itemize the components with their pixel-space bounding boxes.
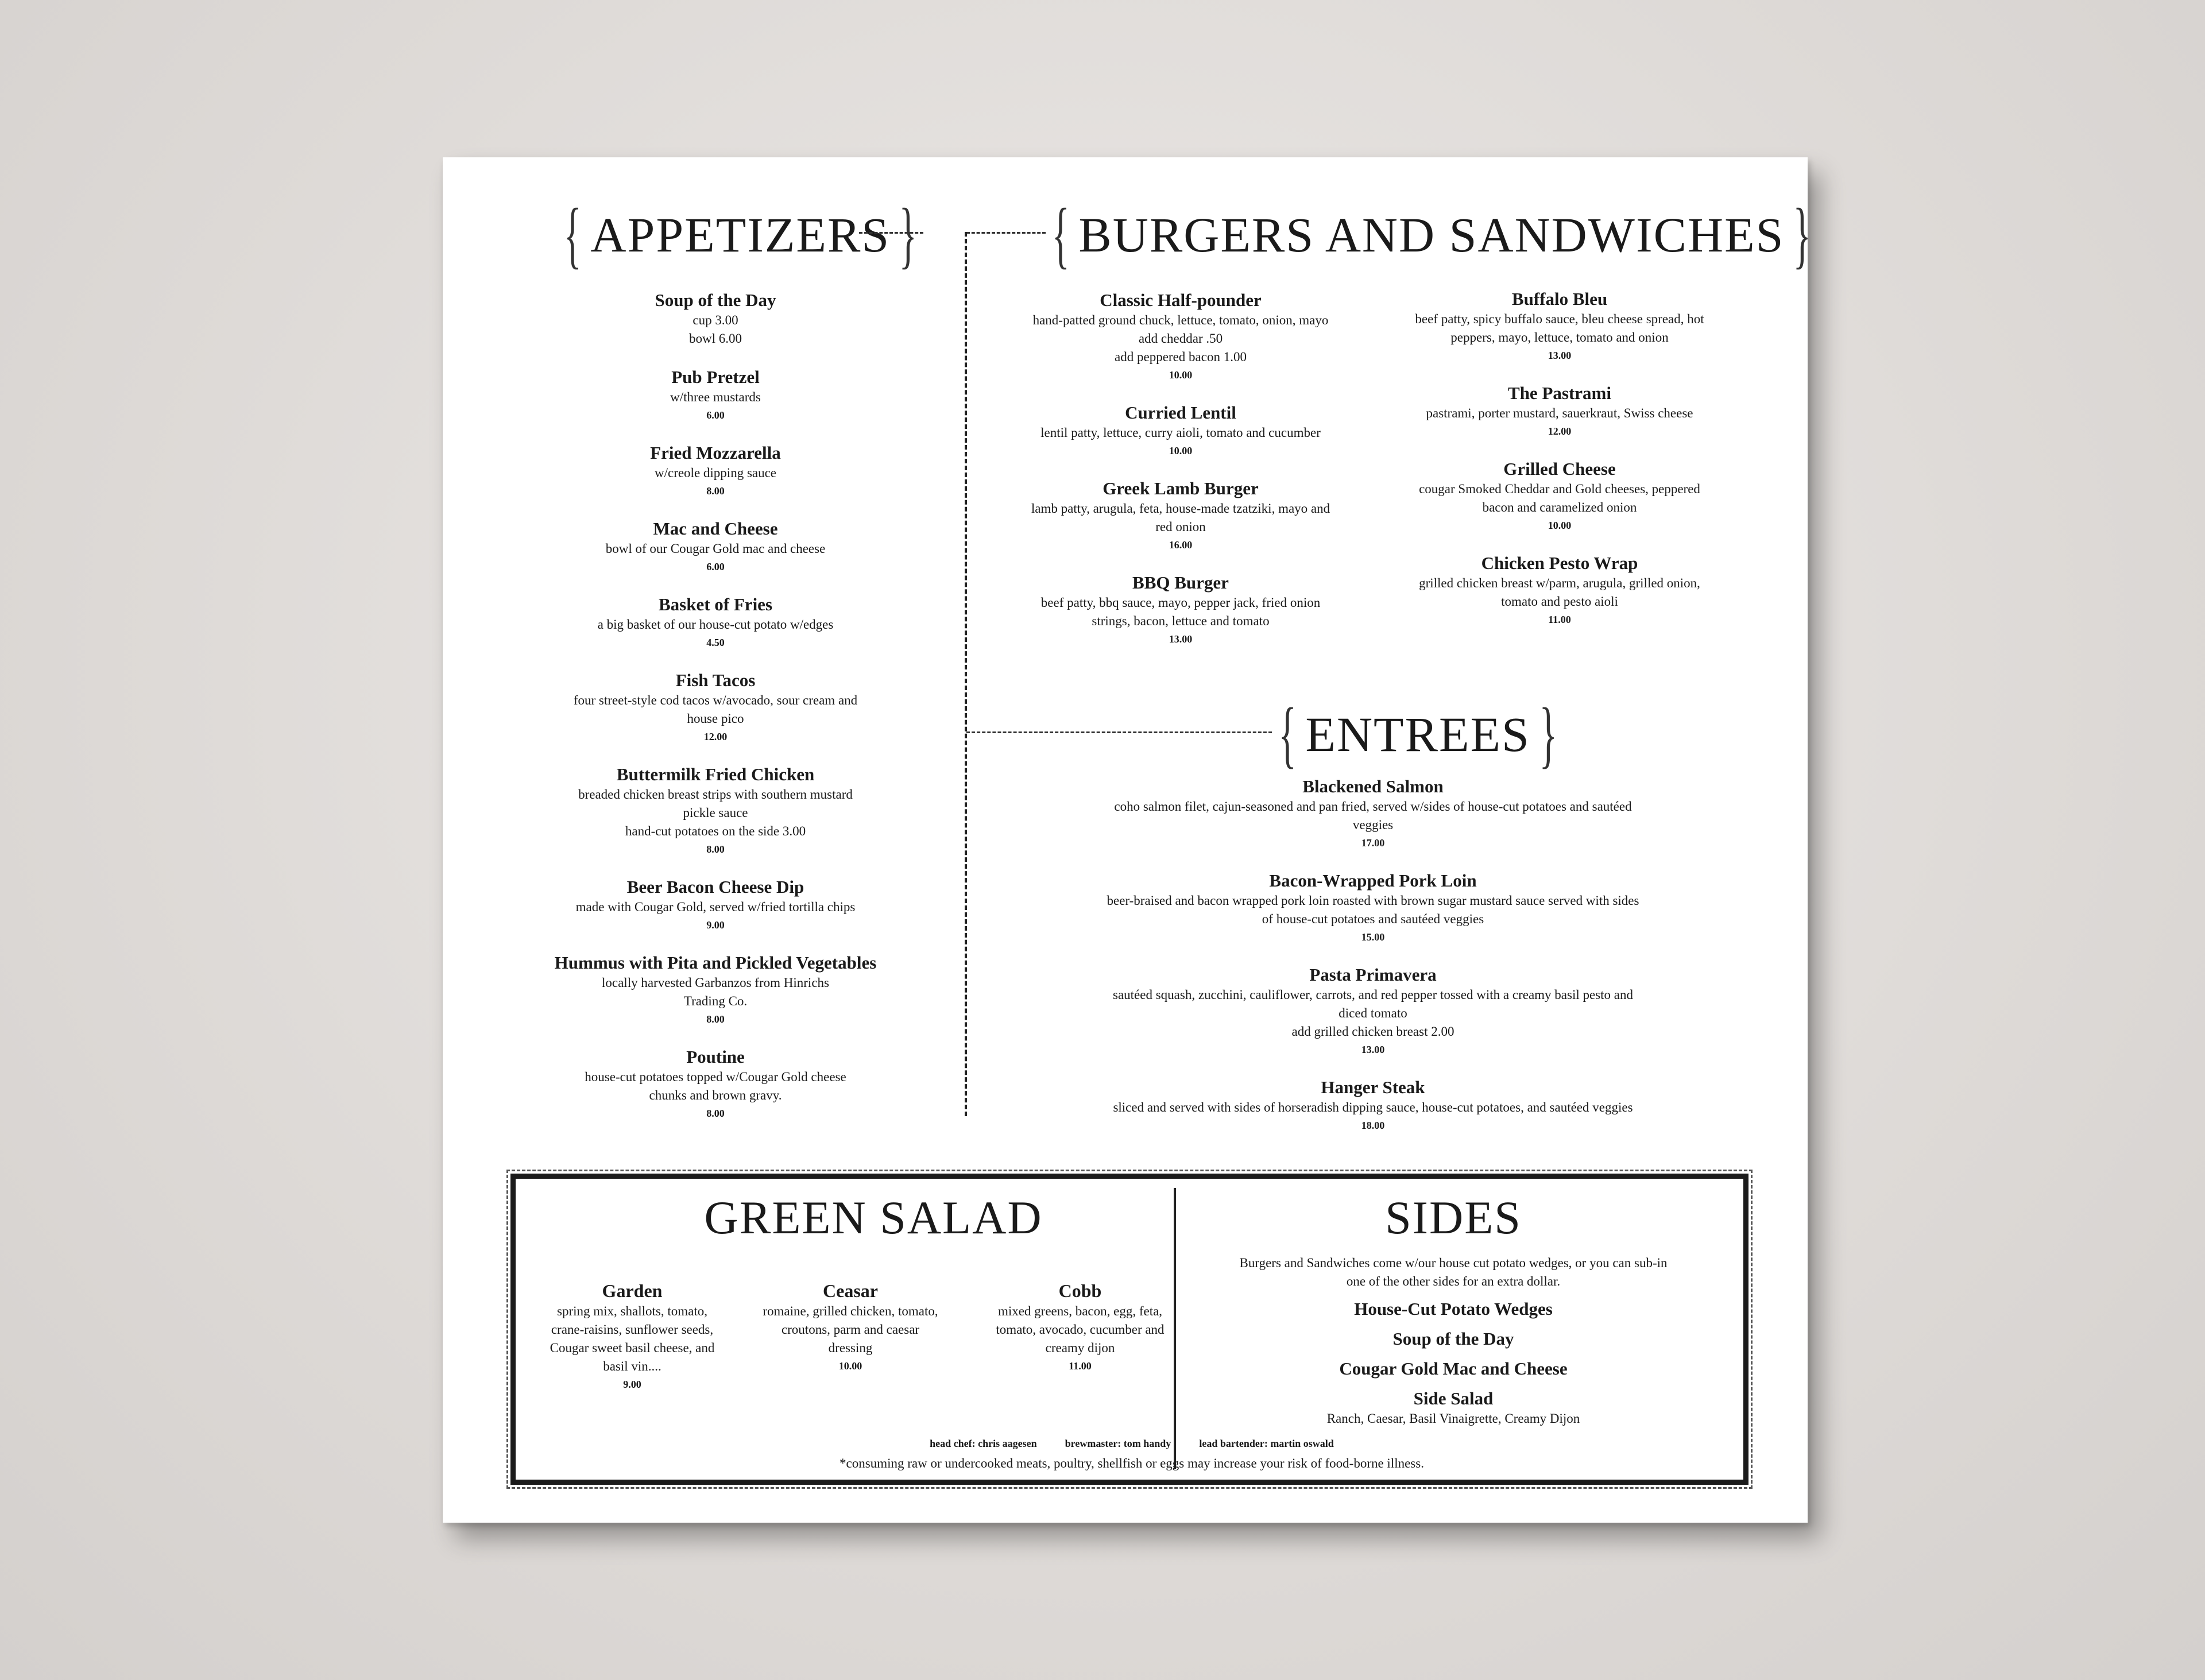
item-price: 9.00 — [623, 1379, 641, 1390]
item-desc: w/three mustards — [670, 390, 761, 404]
item-desc: dressing — [828, 1341, 873, 1355]
item-price: 13.00 — [1361, 1044, 1385, 1055]
item-desc: hand-patted ground chuck, lettuce, tomato, onion, mayo — [1032, 313, 1329, 327]
side-item: House-Cut Potato Wedges — [1354, 1299, 1553, 1319]
sides-title: SIDES — [1385, 1191, 1522, 1244]
item-desc: add peppered bacon 1.00 — [1115, 350, 1247, 364]
item-desc: tomato, avocado, cucumber and — [996, 1322, 1165, 1337]
item-desc: breaded chicken breast strips with southern mustard — [578, 787, 853, 802]
menu-item — [997, 478, 1364, 553]
credit-role: lead bartender: — [1199, 1438, 1268, 1449]
menu-page — [443, 157, 1812, 1523]
item-name: Basket of Fries — [658, 594, 773, 614]
menu-item — [523, 289, 908, 348]
item-price: 11.00 — [1069, 1360, 1092, 1372]
item-desc: sliced and served with sides of horseradish dipping sauce, house-cut potatoes, and sautéed veggies — [1113, 1100, 1633, 1114]
item-desc: pickle sauce — [683, 806, 748, 820]
entrees-connector-rule — [966, 731, 1272, 733]
item-desc: veggies — [1352, 818, 1394, 832]
item-desc: strings, bacon, lettuce and tomato — [1092, 614, 1270, 628]
menu-item — [1057, 964, 1689, 1058]
item-desc: croutons, parm and caesar — [781, 1322, 920, 1337]
side-salad-dressings: Ranch, Caesar, Basil Vinaigrette, Creamy Dijon — [1326, 1411, 1580, 1426]
menu-item — [523, 442, 908, 500]
menu-item — [523, 952, 908, 1028]
item-desc: lamb patty, arugula, feta, house-made tzatziki, mayo and — [1031, 501, 1330, 516]
item-name: Hummus with Pita and Pickled Vegetables — [554, 953, 877, 973]
salad-item — [750, 1279, 951, 1375]
item-desc: four street-style cod tacos w/avocado, sour cream and — [573, 693, 858, 707]
side-item: Cougar Gold Mac and Cheese — [1339, 1358, 1568, 1379]
credit-name: tom handy — [1123, 1438, 1171, 1449]
item-name: Grilled Cheese — [1503, 459, 1616, 479]
item-desc: creamy dijon — [1045, 1341, 1115, 1355]
heading-connector-rule — [966, 232, 1046, 234]
item-name: BBQ Burger — [1132, 572, 1229, 593]
appetizers-list — [523, 289, 908, 1140]
item-desc: w/creole dipping sauce — [654, 466, 777, 480]
item-desc: beef patty, bbq sauce, mayo, pepper jack, fried onion — [1040, 595, 1321, 610]
entrees-title: ENTREES — [1305, 707, 1530, 762]
item-desc: add grilled chicken breast 2.00 — [1291, 1024, 1454, 1039]
item-name: Soup of the Day — [655, 290, 776, 310]
entrees-list — [1057, 776, 1689, 1152]
item-desc: basil vin.... — [603, 1359, 662, 1373]
item-desc: beer-braised and bacon wrapped pork loin roasted with brown sugar mustard sauce served with sides — [1107, 893, 1639, 908]
menu-item — [997, 289, 1364, 384]
right-brace-ornament: } — [1793, 193, 1812, 276]
item-desc: add cheddar .50 — [1138, 331, 1223, 346]
item-price: 8.00 — [706, 843, 725, 855]
food-safety-disclaimer: *consuming raw or undercooked meats, poultry, shellfish or eggs may increase your risk of food-borne illness. — [840, 1456, 1424, 1470]
item-name: Buffalo Bleu — [1511, 289, 1608, 309]
item-name: Garden — [602, 1280, 663, 1301]
menu-item — [523, 366, 908, 424]
item-desc: crane-raisins, sunflower seeds, — [551, 1322, 714, 1337]
item-desc: bowl of our Cougar Gold mac and cheese — [605, 541, 826, 556]
item-desc: hand-cut potatoes on the side 3.00 — [625, 824, 806, 838]
right-brace-ornament: } — [1539, 693, 1557, 776]
item-name: Buttermilk Fried Chicken — [616, 764, 815, 784]
item-price: 6.00 — [706, 561, 725, 572]
menu-item — [1382, 458, 1738, 534]
item-price: 10.00 — [1169, 369, 1193, 381]
item-price: 6.00 — [706, 409, 725, 421]
item-desc: romaine, grilled chicken, tomato, — [763, 1304, 938, 1318]
staff-credits — [672, 1438, 1591, 1450]
item-price: 13.00 — [1169, 633, 1193, 645]
burgers-list-left — [997, 289, 1364, 666]
item-desc: made with Cougar Gold, served w/fried tortilla chips — [575, 900, 856, 914]
sides-intro: Burgers and Sandwiches come w/our house cut potato wedges, or you can sub-in — [1239, 1256, 1668, 1270]
item-price: 10.00 — [1548, 520, 1572, 531]
item-name: Classic Half-pounder — [1100, 290, 1262, 310]
side-item: Side Salad — [1413, 1388, 1494, 1408]
item-name: The Pastrami — [1508, 383, 1611, 403]
burgers-list-right — [1382, 288, 1738, 647]
item-desc: mixed greens, bacon, egg, feta, — [997, 1304, 1163, 1318]
item-name: Pub Pretzel — [671, 367, 760, 387]
item-name: Curried Lentil — [1125, 402, 1236, 423]
heading-connector-rule — [859, 232, 923, 234]
item-name: Cobb — [1058, 1280, 1102, 1301]
item-desc: coho salmon filet, cajun-seasoned and pan fried, served w/sides of house-cut potatoes and sautéed — [1114, 799, 1632, 814]
item-desc: cougar Smoked Cheddar and Gold cheeses, peppered — [1419, 482, 1700, 496]
salad-item — [980, 1279, 1181, 1375]
item-price: 13.00 — [1548, 350, 1572, 361]
item-name: Blackened Salmon — [1302, 776, 1444, 796]
item-desc: bowl 6.00 — [689, 331, 742, 346]
item-price: 8.00 — [706, 1108, 725, 1119]
credit-role: brewmaster: — [1065, 1438, 1121, 1449]
item-desc: house pico — [687, 711, 744, 726]
appetizers-heading — [555, 193, 926, 276]
menu-item — [1057, 776, 1689, 851]
sides-list — [1183, 1254, 1723, 1427]
item-name: Pasta Primavera — [1309, 965, 1437, 985]
item-desc: Trading Co. — [683, 994, 748, 1008]
item-price: 8.00 — [706, 485, 725, 497]
credit-role: head chef: — [930, 1438, 976, 1449]
item-price: 9.00 — [706, 919, 725, 931]
item-desc: spring mix, shallots, tomato, — [557, 1304, 707, 1318]
item-desc: grilled chicken breast w/parm, arugula, grilled onion, — [1419, 576, 1700, 590]
menu-item — [523, 1046, 908, 1122]
item-desc: beef patty, spicy buffalo sauce, bleu cheese spread, hot — [1415, 312, 1704, 326]
left-brace-ornament: { — [563, 193, 582, 276]
sides-intro: one of the other sides for an extra dollar. — [1346, 1274, 1561, 1288]
menu-item — [1057, 870, 1689, 946]
item-name: Mac and Cheese — [653, 518, 778, 539]
item-desc: Cougar sweet basil cheese, and — [550, 1341, 715, 1355]
menu-item — [1382, 288, 1738, 364]
item-name: Ceasar — [823, 1280, 878, 1301]
appetizers-title: APPETIZERS — [590, 207, 891, 262]
item-desc: pastrami, porter mustard, sauerkraut, Swiss cheese — [1426, 406, 1693, 420]
item-desc: a big basket of our house-cut potato w/edges — [597, 617, 834, 632]
burgers-heading — [1043, 193, 1820, 276]
menu-item — [1382, 552, 1738, 628]
item-price: 10.00 — [1169, 445, 1193, 456]
item-name: Greek Lamb Burger — [1102, 478, 1259, 498]
menu-item — [997, 572, 1364, 648]
item-price: 18.00 — [1361, 1120, 1385, 1131]
item-desc: lentil patty, lettuce, curry aioli, tomato and cucumber — [1040, 425, 1321, 440]
item-price: 8.00 — [706, 1013, 725, 1025]
item-desc: of house-cut potatoes and sautéed veggies — [1262, 912, 1484, 926]
item-price: 12.00 — [703, 731, 728, 742]
green-salad-title: GREEN SALAD — [704, 1191, 1043, 1244]
menu-item — [1057, 1077, 1689, 1134]
menu-item — [523, 594, 908, 651]
item-price: 17.00 — [1361, 837, 1385, 849]
item-desc: sautéed squash, zucchini, cauliflower, carrots, and red pepper tossed with a creamy basil pesto and — [1113, 988, 1633, 1002]
salad-item — [532, 1279, 733, 1393]
burgers-title: BURGERS AND SANDWICHES — [1078, 207, 1785, 262]
side-item: Soup of the Day — [1392, 1329, 1514, 1349]
item-desc: house-cut potatoes topped w/Cougar Gold cheese — [585, 1070, 846, 1084]
item-desc: diced tomato — [1339, 1006, 1407, 1020]
column-divider — [965, 232, 967, 1116]
item-desc: red onion — [1155, 520, 1206, 534]
item-desc: cup 3.00 — [693, 313, 738, 327]
item-price: 15.00 — [1361, 931, 1385, 943]
item-name: Hanger Steak — [1321, 1077, 1425, 1097]
menu-item — [997, 402, 1364, 459]
item-price: 12.00 — [1548, 425, 1572, 437]
entrees-heading — [1270, 693, 1566, 776]
menu-item — [1382, 382, 1738, 440]
item-name: Chicken Pesto Wrap — [1481, 553, 1638, 573]
item-name: Fried Mozzarella — [650, 443, 781, 463]
item-price: 11.00 — [1548, 614, 1571, 625]
credit-name: chris aagesen — [978, 1438, 1037, 1449]
item-price: 10.00 — [838, 1360, 862, 1372]
item-price: 4.50 — [706, 637, 725, 648]
menu-item — [523, 518, 908, 575]
left-brace-ornament: { — [1051, 193, 1070, 276]
right-brace-ornament: } — [899, 193, 917, 276]
item-desc: chunks and brown gravy. — [649, 1088, 782, 1102]
item-name: Bacon-Wrapped Pork Loin — [1269, 870, 1477, 891]
item-desc: locally harvested Garbanzos from Hinrichs — [602, 976, 829, 990]
left-brace-ornament: { — [1278, 693, 1297, 776]
item-desc: tomato and pesto aioli — [1501, 594, 1618, 609]
item-desc: peppers, mayo, lettuce, tomato and onion — [1450, 330, 1669, 344]
credit-name: martin oswald — [1270, 1438, 1334, 1449]
menu-item — [523, 876, 908, 934]
item-desc: bacon and caramelized onion — [1482, 500, 1637, 514]
menu-item — [523, 669, 908, 745]
menu-item — [523, 764, 908, 858]
item-name: Beer Bacon Cheese Dip — [626, 877, 804, 897]
item-name: Poutine — [686, 1047, 745, 1067]
item-name: Fish Tacos — [675, 670, 756, 690]
item-price: 16.00 — [1169, 539, 1193, 551]
